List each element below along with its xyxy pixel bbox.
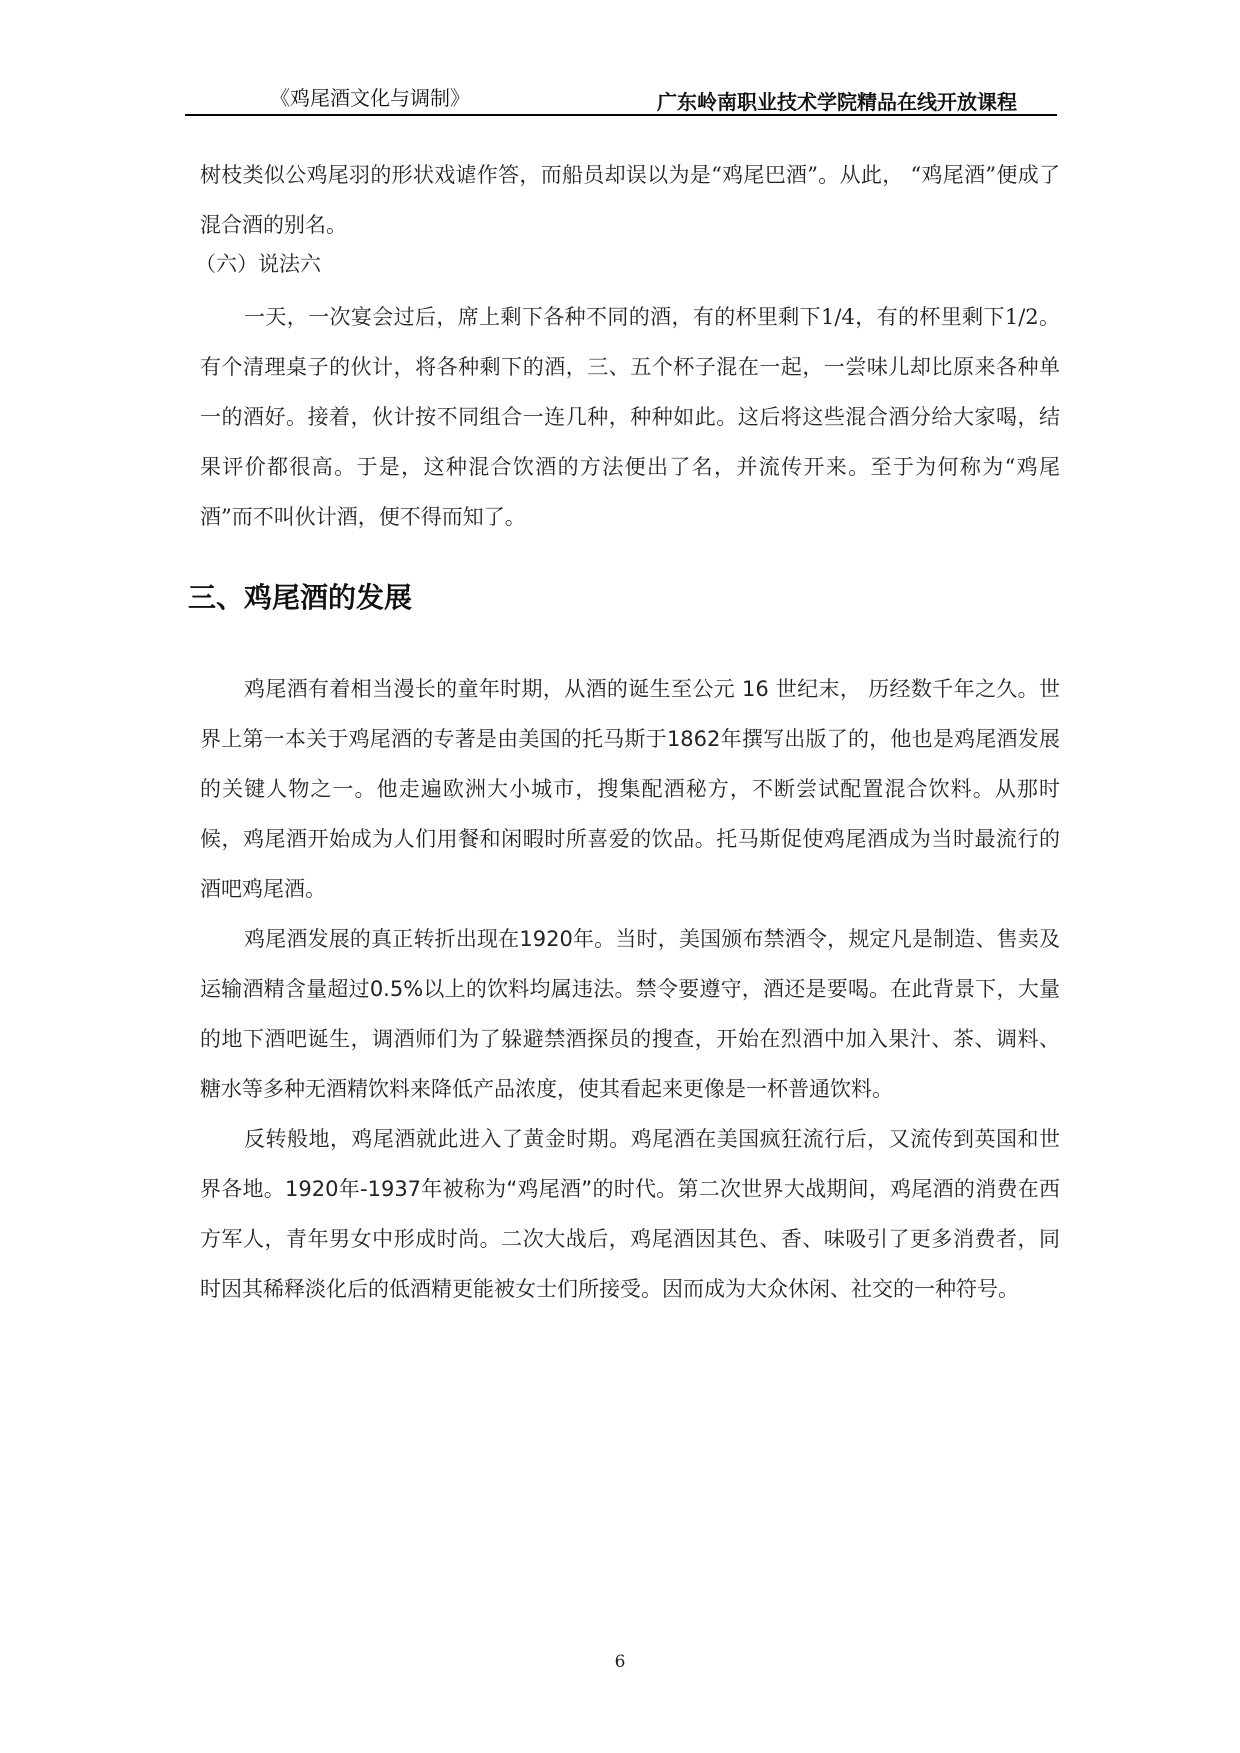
continuation-block [200,150,1060,250]
section-paragraph-3: 反转般地，鸡尾酒就此进入了黄金时期。鸡尾酒在美国疯狂流行后，又流传到英国和世界各地。1920年-1937年被称为“鸡尾酒”的时代。第二次世界大战期间，鸡尾酒的消费在西方军人，青年男女中形成时尚。二次大战后，鸡尾酒因其色、香、味吸引了更多消费者，同时因其稀释淡化后的低酒精更能被女士们所接受。因而成为大众休闲、社交的一种符号。 [200,1127,1060,1301]
section-body [200,664,1060,1314]
section-paragraph-1: 鸡尾酒有着相当漫长的童年时期，从酒的诞生至公元 16 世纪末， 历经数千年之久。世界上第一本关于鸡尾酒的专著是由美国的托马斯于1862年撰写出版了的，他也是鸡尾酒发展的关键人物之一。他走遍欧洲大小城市，搜集配酒秘方，不断尝试配置混合饮料。从那时候，鸡尾酒开始成为人们用餐和闲暇时所喜爱的饮品。托马斯促使鸡尾酒成为当时最流行的酒吧鸡尾酒。 [200,677,1060,901]
continuation-paragraph: 树枝类似公鸡尾羽的形状戏谑作答，而船员却误以为是“鸡尾巴酒”。从此， “鸡尾酒”便成了混合酒的别名。 [200,163,1060,237]
section-heading: 三、鸡尾酒的发展 [188,581,413,614]
section-paragraph-2: 鸡尾酒发展的真正转折出现在1920年。当时，美国颁布禁酒令，规定凡是制造、售卖及运输酒精含量超过0.5%以上的饮料均属违法。禁令要遵守，酒还是要喝。在此背景下，大量的地下酒吧诞生，调酒师们为了躲避禁酒探员的搜查，开始在烈酒中加入果汁、茶、调料、糖水等多种无酒精饮料来降低产品浓度，使其看起来更像是一杯普通饮料。 [200,927,1060,1101]
header-course-title: 《鸡尾酒文化与调制》 [270,86,470,110]
subsection-block [200,292,1060,542]
page-header [185,84,1057,116]
subsection-heading: （六）说法六 [195,252,321,276]
subsection-paragraph: 一天，一次宴会过后，席上剩下各种不同的酒，有的杯里剩下1/4，有的杯里剩下1/2。有个清理桌子的伙计，将各种剩下的酒，三、五个杯子混在一起，一尝味儿却比原来各种单一的酒好。接着，伙计按不同组合一连几种，种种如此。这后将这些混合酒分给大家喝，结果评价都很高。于是，这种混合饮酒的方法便出了名，并流传开来。至于为何称为“鸡尾酒”而不叫伙计酒，便不得而知了。 [200,305,1060,529]
header-institution-title: 广东岭南职业技术学院精品在线开放课程 [657,90,1017,114]
page-number: 6 [614,1652,626,1672]
